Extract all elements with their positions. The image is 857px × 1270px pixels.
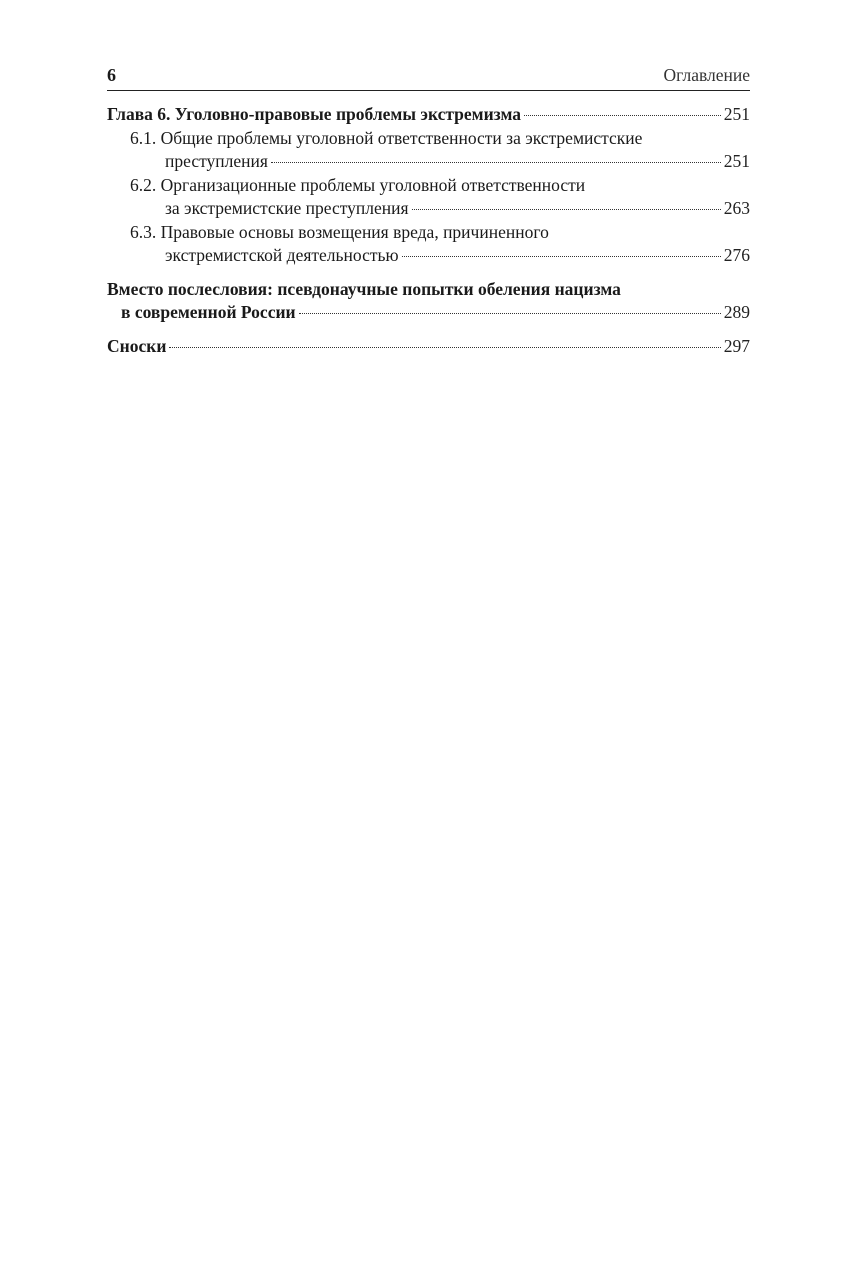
toc-entry-chapter-6[interactable] xyxy=(107,103,750,127)
toc-entry-title-line1: Вместо послесловия: псевдонаучные попытки обеления нацизма xyxy=(107,278,621,299)
toc-entry-title-line2: в современной России xyxy=(121,302,296,322)
toc-entry-notes[interactable] xyxy=(107,335,750,359)
toc-entry-6-2[interactable] xyxy=(107,174,750,221)
running-head xyxy=(107,62,750,91)
dot-leader xyxy=(271,161,721,163)
toc-page-ref: 276 xyxy=(723,245,750,265)
toc-entry-title-line2: экстремистской деятельностью xyxy=(165,245,399,265)
table-of-contents xyxy=(107,103,750,358)
toc-entry-afterword[interactable] xyxy=(107,278,750,325)
spacer xyxy=(107,268,750,278)
toc-entry-title-line1: 6.1. Общие проблемы уголовной ответственности за экстремистские xyxy=(130,127,643,148)
toc-page-ref: 251 xyxy=(723,151,750,171)
dot-leader xyxy=(412,208,721,210)
toc-entry-6-1[interactable] xyxy=(107,127,750,174)
toc-entry-title: Сноски xyxy=(107,335,167,356)
toc-entry-title-line1: 6.2. Организационные проблемы уголовной ответственности xyxy=(130,174,586,195)
toc-page-ref: 289 xyxy=(723,302,750,322)
toc-entry-title-line2: за экстремистские преступления xyxy=(165,198,409,218)
dot-leader xyxy=(299,312,721,314)
running-head-title: Оглавление xyxy=(663,65,750,85)
document-page xyxy=(107,62,750,358)
toc-entry-title-line1: 6.3. Правовые основы возмещения вреда, причиненного xyxy=(130,221,549,242)
toc-entry-6-3[interactable] xyxy=(107,221,750,268)
page-number: 6 xyxy=(107,65,116,85)
dot-leader xyxy=(524,114,721,116)
toc-entry-title: Глава 6. Уголовно-правовые проблемы экстремизма xyxy=(107,104,522,124)
spacer xyxy=(107,325,750,335)
toc-entry-title-line2: преступления xyxy=(165,151,268,171)
toc-page-ref: 297 xyxy=(723,335,750,356)
toc-page-ref: 263 xyxy=(723,198,750,218)
dot-leader xyxy=(402,255,721,257)
dot-leader xyxy=(169,346,720,348)
toc-page-ref: 251 xyxy=(723,104,750,124)
